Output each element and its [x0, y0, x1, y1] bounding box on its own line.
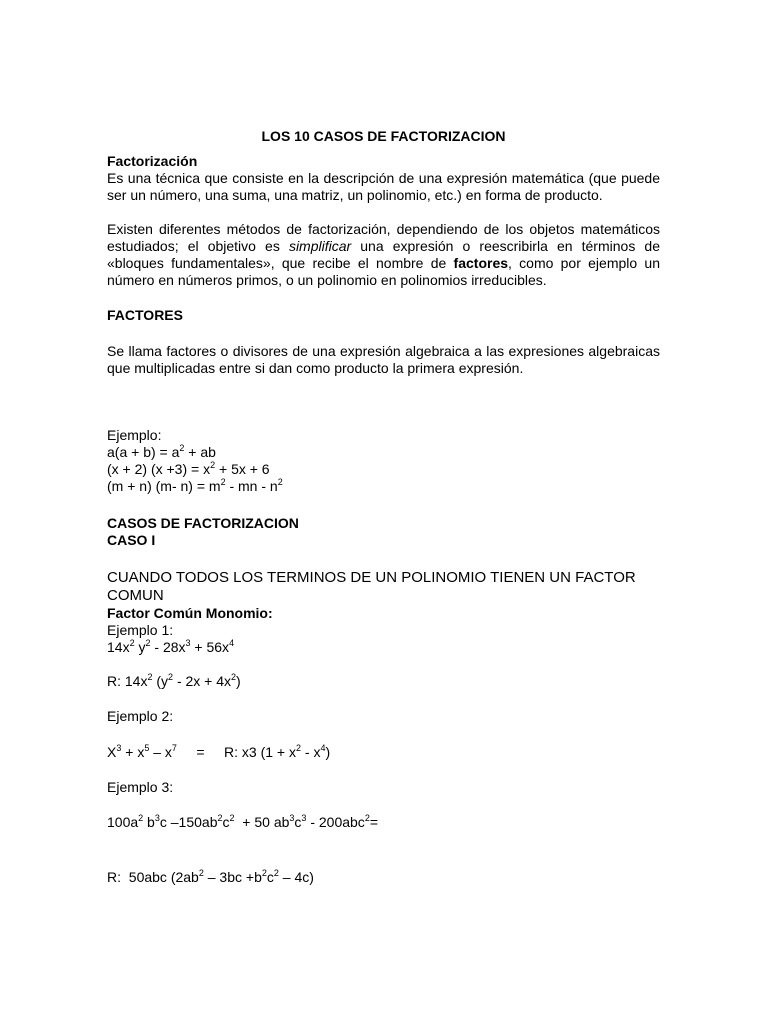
ejemplo-3-expression: $100a^2$ $b^3c$ $-150ab^2c^2 + 50$ $ab^3c^3 - 200abc^2=$ — [107, 813, 379, 830]
ejemplo-label: Ejemplo: — [107, 427, 162, 443]
ejemplo-equation-2: (x + 2) $(x +3) = x^2 + 5x + 6$ — [107, 460, 270, 477]
ejemplo-equation-1: $a(a + b) = a^2$ + ab — [107, 443, 216, 460]
ejemplo-equation-3: (m + n) (m- $n) = m^2$ - mn - $n^2$ — [107, 477, 283, 494]
document-title: LOS 10 CASOS DE FACTORIZACION — [261, 128, 506, 144]
factorizacion-paragraph: Es una técnica que consiste en la descripción de una expresión matemática (que puede ser un número, una suma, una matriz, un polinomio, etc.) en forma de producto. — [107, 170, 660, 203]
factorizacion-heading: Factorización — [107, 153, 198, 169]
metodos-paragraph: Existen diferentes métodos de factorización, dependiendo de los objetos matemáticos estudiados; el objetivo es simplificar una expresión o reescribirla en términos de «bloques fundamentales», que recibe el nombre de factores, como por ejemplo un número en números primos, o un polinomio en polinomios irreducibles. — [107, 221, 660, 288]
ejemplo-3-result: R: 50abc $(2ab^2 - 3bc +b^2c^2 - 4c)$ — [107, 868, 314, 885]
caso-1-description: CUANDO TODOS LOS TERMINOS DE UN POLINOMIO TIENEN UN FACTOR COMUN — [107, 569, 636, 604]
factores-heading: FACTORES — [107, 307, 183, 323]
ejemplo-3-label: Ejemplo 3: — [107, 779, 174, 795]
ejemplo-2-expression: $X^3 + x^5 - x^7$ = R: x3 $(1 + x^2 - x^4)$ — [107, 743, 331, 760]
emphasis-simplificar: simplificar — [288, 238, 352, 254]
ejemplo-2-label: Ejemplo 2: — [107, 708, 174, 724]
emphasis-factores: factores — [453, 255, 509, 271]
document-body — [107, 128, 660, 886]
ejemplo-1-result: R: $14x^2$ $(y^2 - 2x + 4x^2)$ — [107, 672, 241, 689]
caso-1-heading: CASO I — [107, 532, 156, 548]
ejemplo-1-label: Ejemplo 1: — [107, 622, 174, 638]
ejemplo-1-expression: $14x^2$ $y^2 - 28x^3 + 56x^4$ — [107, 638, 235, 655]
factor-comun-monomio-heading: Factor Común Monomio: — [107, 605, 273, 621]
casos-heading: CASOS DE FACTORIZACION — [107, 515, 299, 531]
factores-paragraph: Se llama factores o divisores de una expresión algebraica a las expresiones algebraicas que multiplicadas entre si dan como producto la primera expresión. — [107, 343, 660, 376]
